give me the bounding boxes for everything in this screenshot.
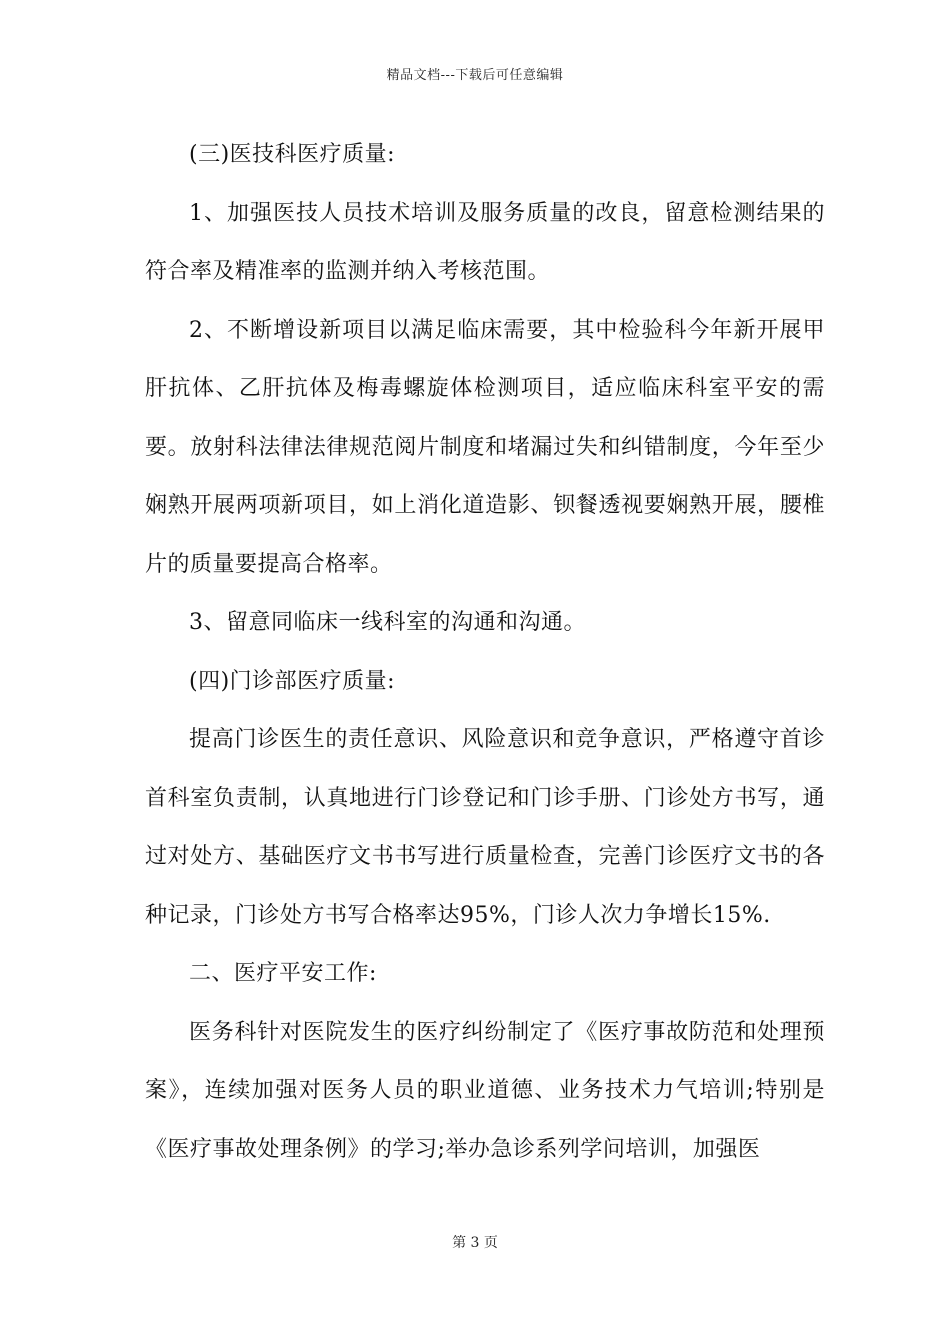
document-body bbox=[145, 126, 825, 1179]
paragraph-item-3: 3、留意同临床一线科室的沟通和沟通。 bbox=[189, 610, 586, 635]
section-heading-safety: 二、医疗平安工作: bbox=[189, 961, 377, 986]
paragraph-safety: 医务科针对医院发生的医疗纠纷制定了《医疗事故防范和处理预案》，连续加强对医务人员的职业道德、业务技术力气培训;特别是《医疗事故处理条例》的学习;举办急诊系列学问培训，加强医 bbox=[145, 1019, 825, 1162]
paragraph-item-2: 2、不断增设新项目以满足临床需要，其中检验科今年新开展甲肝抗体、乙肝抗体及梅毒螺旋体检测项目，适应临床科室平安的需要。放射科法律法律规范阅片制度和堵漏过失和纠错制度，今年至少娴熟开展两项新项目，如上消化道造影、钡餐透视要娴熟开展，腰椎片的质量要提高合格率。 bbox=[145, 317, 825, 577]
page-header: 精品文档---下载后可任意编辑 bbox=[386, 68, 564, 83]
section-heading-outpatient: (四)门诊部医疗质量: bbox=[189, 668, 396, 694]
paragraph-item-1: 1、加强医技人员技术培训及服务质量的改良，留意检测结果的符合率及精准率的监测并纳入考核范围。 bbox=[145, 200, 825, 284]
page-number: 第 3 页 bbox=[452, 1235, 498, 1251]
section-heading-medtech: (三)医技科医疗质量: bbox=[189, 142, 396, 167]
paragraph-outpatient: 提高门诊医生的责任意识、风险意识和竞争意识，严格遵守首诊首科室负责制，认真地进行门诊登记和门诊手册、门诊处方书写，通过对处方、基础医疗文书书写进行质量检查，完善门诊医疗文书的各种记录，门诊处方书写合格率达95%，门诊人次力争增长15%. bbox=[145, 727, 825, 928]
